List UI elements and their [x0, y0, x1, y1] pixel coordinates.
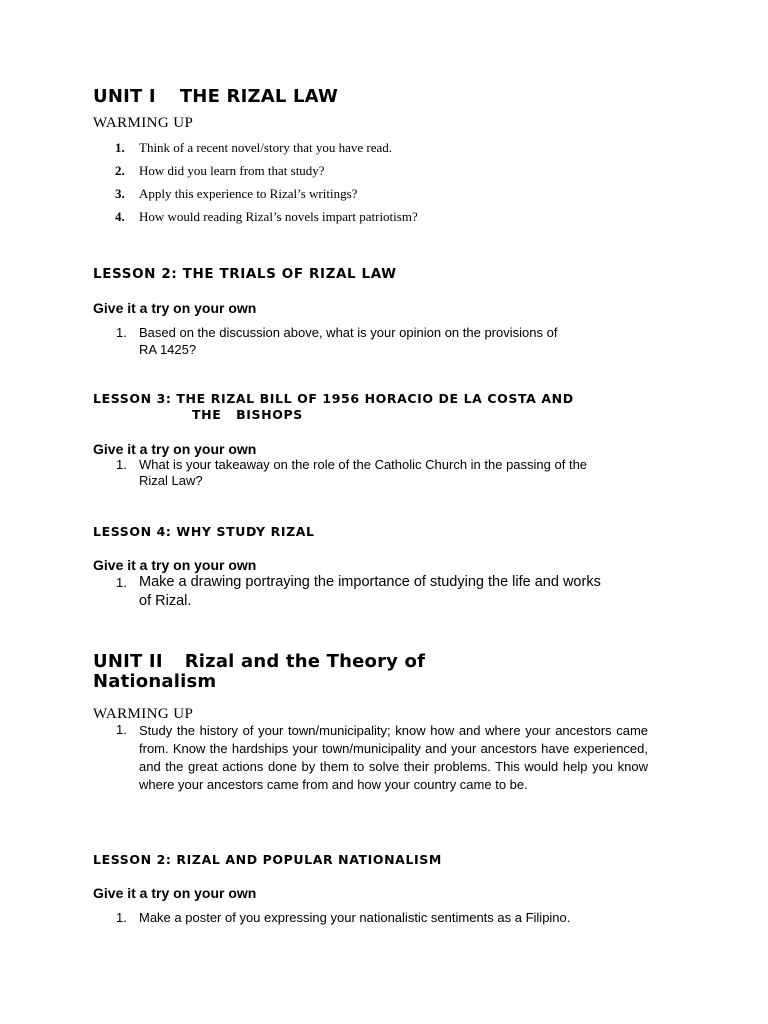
unit1-lesson2-title: LESSON 2: THE TRIALS OF RIZAL LAW	[93, 266, 397, 282]
unit1-warming-up-list: 1. Think of a recent novel/story that you have read. 2. How did you learn from that study? 3. Apply this experience to Rizal’s writings? 4. How would reading Rizal’s novels impart patriotism?	[115, 140, 418, 224]
unit2-title-line2: Nationalism	[93, 671, 217, 692]
unit1-lesson2-item: 1. Based on the discussion above, what is your opinion on the provisions of RA 1425?	[116, 325, 558, 357]
unit2-lesson2-activity-heading: Give it a try on your own	[93, 885, 257, 901]
unit2-lesson2-item: 1. Make a poster of you expressing your nationalistic sentiments as a Filipino.	[116, 910, 571, 925]
unit1-label: UNIT I	[93, 86, 156, 107]
unit1-lesson3-activity-heading: Give it a try on your own	[93, 441, 257, 457]
unit2-warming-up-heading: WARMING UP	[93, 706, 194, 722]
unit1-lesson2-activity-heading: Give it a try on your own	[93, 300, 257, 316]
unit2-heading	[93, 652, 425, 672]
unit2-warming-up-item: 1. Study the history of your town/municipality; know how and where your ancestors came from. Know the hardships your town/municipality and your ancestors have experienced, and the great actions done by them to solve their problems. This would help you know where your ancestors came from and how your country came to be.	[116, 722, 648, 792]
unit1-lesson3-title-line1: LESSON 3: THE RIZAL BILL OF 1956 HORACIO DE LA COSTA AND	[93, 391, 574, 406]
unit1-lesson4-activity-heading: Give it a try on your own	[93, 557, 257, 573]
unit1-lesson3-title-line2: THE BISHOPS	[192, 407, 303, 422]
unit1-heading	[93, 86, 338, 107]
unit2-lesson2-title: LESSON 2: RIZAL AND POPULAR NATIONALISM	[93, 852, 442, 867]
unit1-lesson3-item: 1. What is your takeaway on the role of the Catholic Church in the passing of the Rizal Law?	[116, 457, 588, 488]
unit2-title-line1: Rizal and the Theory of	[184, 651, 426, 672]
unit1-warming-up-heading: WARMING UP	[93, 115, 194, 131]
unit1-lesson4-item: 1. Make a drawing portraying the importance of studying the life and works of Rizal.	[116, 574, 601, 609]
unit2-label: UNIT II	[93, 651, 163, 672]
unit1-lesson4-title: LESSON 4: WHY STUDY RIZAL	[93, 524, 315, 539]
unit1-title: THE RIZAL LAW	[179, 86, 339, 107]
